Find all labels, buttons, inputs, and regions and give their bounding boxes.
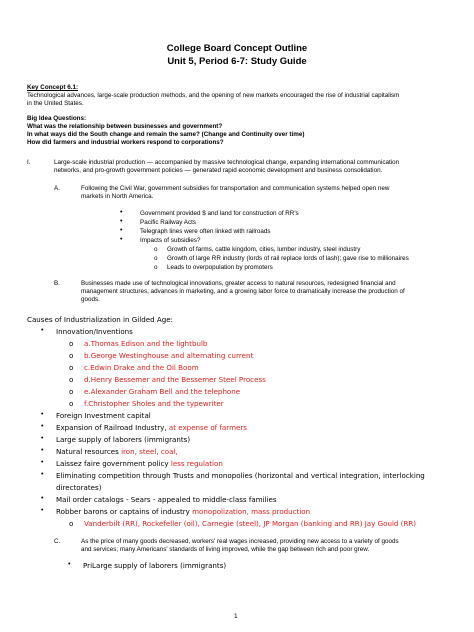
outline-a-label: A. bbox=[54, 185, 60, 192]
bullet-icon: • bbox=[120, 218, 123, 225]
bullet-icon: • bbox=[41, 411, 44, 418]
key-concept-text-line1: Technological advances, large-scale production methods, and the opening of new markets encouraged the rise of industrial capitalism bbox=[27, 92, 400, 99]
outline-i-text-line2: networks, and pro-growth government policies — generated rapid economic development and business consolidation. bbox=[54, 167, 383, 174]
bullet-icon: • bbox=[120, 236, 123, 243]
note-laborers: Large supply of laborers (immigrants) bbox=[56, 435, 191, 444]
circle-bullet-icon: o bbox=[69, 519, 74, 528]
a-bullet-4: Impacts of subsidies? bbox=[140, 237, 201, 244]
outline-c-label: C. bbox=[54, 538, 61, 545]
note-mail-order: Mail order catalogs - Sears - appealed to middle-class families bbox=[56, 495, 277, 504]
note-foreign-capital: Foreign Investment capital bbox=[56, 411, 151, 420]
note-competition-line1: Eliminating competition through Trusts and monopolies (horizontal and vertical integration, interlocking bbox=[56, 471, 425, 480]
note-robber-barons bbox=[56, 507, 310, 516]
bullet-icon: • bbox=[41, 495, 44, 502]
bullet-icon: • bbox=[120, 209, 123, 216]
c-bullet: PriLarge supply of laborers (immigrants) bbox=[83, 561, 227, 570]
document-subtitle: Unit 5, Period 6-7: Study Guide bbox=[167, 56, 307, 67]
outline-c-text-line2: and services; many Americans' standards of living improved, while the gap between rich and poor grew. bbox=[81, 546, 370, 553]
key-concept-text-line2: in the United States. bbox=[27, 100, 84, 107]
circle-bullet-icon: o bbox=[69, 375, 74, 384]
circle-bullet-icon: o bbox=[69, 387, 74, 396]
outline-b-text-line3: goods. bbox=[81, 296, 100, 303]
big-idea-question-3: How did farmers and industrial workers respond to corporations? bbox=[27, 139, 224, 146]
outline-a-text-line2: markets in North America. bbox=[81, 193, 154, 200]
note-natural-text: Natural resources bbox=[56, 447, 122, 456]
inventor-3: c.Edwin Drake and the Oil Boom bbox=[84, 363, 199, 372]
bullet-icon: • bbox=[41, 507, 44, 514]
document-title: College Board Concept Outline bbox=[166, 43, 308, 54]
bullet-icon: • bbox=[41, 447, 44, 454]
key-concept-heading: Key Concept 6.1: bbox=[27, 84, 79, 91]
outline-a-text-line1: Following the Civil War, government subsidies for transportation and communication systems helped open new bbox=[81, 185, 390, 192]
note-robber-highlight: monopolization, mass production bbox=[192, 507, 311, 516]
outline-b-text-line2: management structures, advances in marketing, and a growing labor force to dramatically increase the production of bbox=[81, 288, 405, 295]
inventor-2: b.George Westinghouse and alternating current bbox=[84, 351, 254, 360]
note-robber-text: Robber barons or captains of industry bbox=[56, 507, 193, 516]
inventor-4: d.Henry Bessemer and the Bessemer Steel Process bbox=[84, 375, 266, 384]
note-railroad-highlight: at expense of farmers bbox=[168, 423, 247, 432]
note-railroad-text: Expansion of Railroad Industry, bbox=[56, 423, 169, 432]
circle-bullet-icon: o bbox=[154, 255, 158, 262]
a-sub-bullet-2: Growth of large RR industry (lords of rail replace lords of lash); gave rise to millionaires bbox=[167, 255, 409, 262]
a-bullet-3: Telegraph lines were often linked with railroads bbox=[140, 228, 271, 235]
note-competition-line2: directorates) bbox=[56, 483, 102, 492]
inventor-5: e.Alexander Graham Bell and the telephone bbox=[84, 387, 241, 396]
causes-heading: Causes of Industrialization in Gilded Age: bbox=[27, 315, 173, 324]
bullet-icon: • bbox=[41, 435, 44, 442]
note-laissez-faire bbox=[56, 459, 223, 468]
outline-c-text-line1: As the price of many goods decreased, workers' real wages increased, providing new access to a variety of goods bbox=[81, 538, 399, 545]
inventor-6: f.Christopher Sholes and the typewriter bbox=[84, 399, 224, 408]
a-bullet-2: Pacific Railway Acts bbox=[140, 219, 196, 226]
page-number: 1 bbox=[234, 613, 238, 620]
circle-bullet-icon: o bbox=[69, 363, 74, 372]
outline-roman-numeral: I. bbox=[27, 159, 31, 166]
note-innovations: Innovation/Inventions bbox=[56, 327, 133, 336]
note-natural-highlight: iron, steel, coal, bbox=[121, 447, 178, 456]
a-sub-bullet-1: Growth of farms, cattle kingdom, cities, lumber industry, steel industry bbox=[167, 246, 361, 253]
inventor-1: a.Thomas Edison and the lightbulb bbox=[84, 339, 208, 348]
bullet-icon: • bbox=[120, 227, 123, 234]
bullet-icon: • bbox=[41, 459, 44, 466]
big-idea-heading: Big Idea Questions: bbox=[27, 115, 87, 122]
circle-bullet-icon: o bbox=[154, 264, 158, 271]
big-idea-question-2: In what ways did the South change and remain the same? (Change and Continuity over time) bbox=[27, 131, 305, 138]
outline-b-label: B. bbox=[54, 280, 60, 287]
big-idea-question-1: What was the relationship between businesses and government? bbox=[27, 123, 223, 130]
bullet-icon: • bbox=[41, 471, 44, 478]
a-bullet-1: Government provided $ and land for construction of RR's bbox=[140, 210, 299, 217]
a-sub-bullet-3: Leads to overpopulation by promoters bbox=[167, 264, 273, 271]
note-railroad bbox=[56, 423, 247, 432]
bullet-icon: • bbox=[41, 423, 44, 430]
outline-i-text-line1: Large-scale industrial production — accompanied by massive technological change, expanding international communication bbox=[54, 159, 400, 166]
bullet-icon: • bbox=[41, 327, 44, 334]
bullet-icon: • bbox=[68, 561, 71, 568]
circle-bullet-icon: o bbox=[154, 246, 158, 253]
note-laissez-text: Laissez faire government policy bbox=[56, 459, 171, 468]
circle-bullet-icon: o bbox=[69, 399, 74, 408]
note-laissez-highlight: less regulation bbox=[170, 459, 223, 468]
note-barons-list: Vanderbilt (RR), Rockefeller (oil), Carnegie (steel), JP Morgan (banking and RR) Jay Gould (RR) bbox=[84, 519, 417, 528]
circle-bullet-icon: o bbox=[69, 339, 74, 348]
note-natural-resources bbox=[56, 447, 178, 456]
circle-bullet-icon: o bbox=[69, 351, 74, 360]
outline-b-text-line1: Businesses made use of technological innovations, greater access to natural resources, redesigned financial and bbox=[81, 280, 396, 287]
